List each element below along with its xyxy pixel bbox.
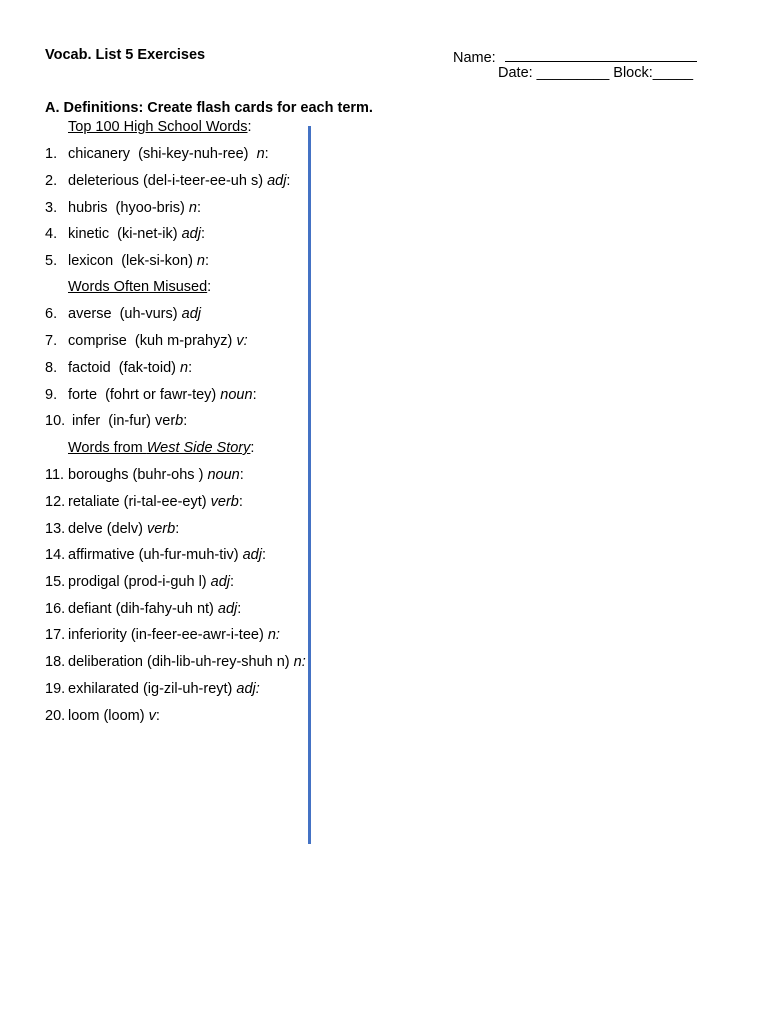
vocab-item-colon: : (238, 494, 243, 510)
vocab-item (45, 521, 179, 537)
vocab-item-term: boroughs (buhr-ohs ) (68, 467, 208, 483)
vocab-item-colon: : (183, 413, 188, 429)
vocab-item (45, 708, 160, 724)
vocab-item (45, 306, 201, 322)
vocab-item-part-of-speech: adj (267, 173, 287, 189)
vocab-item-colon: : (188, 360, 193, 376)
vocab-item-number: 7. (45, 333, 58, 349)
vocab-item-term: kinetic (ki-net-ik) (68, 226, 182, 242)
vocab-item-number: 14. (45, 547, 66, 563)
vocab-item-number: 13. (45, 521, 66, 537)
vocab-item-term: loom (loom) (68, 708, 149, 724)
name-field (453, 47, 697, 66)
vocab-item-number: 20. (45, 708, 66, 724)
vocab-item-number: 16. (45, 601, 66, 617)
vocab-item-part-of-speech: adj (217, 601, 238, 617)
vocab-item (45, 494, 243, 510)
vocab-item-term: deleterious (del-i-teer-ee-uh s) (68, 173, 268, 189)
vocab-item-part-of-speech: adj (181, 226, 201, 242)
vocab-item-term: hubris (hyoo-bris) (68, 200, 189, 216)
vocab-item-colon: : (175, 521, 180, 537)
vocab-item-term: factoid (fak-toid) (68, 360, 181, 376)
vocab-item (45, 601, 241, 617)
vocab-item-term: forte (fohrt or fawr-tey) (68, 387, 221, 403)
vocab-item-term: deliberation (dih-lib-uh-rey-shuh n) (68, 654, 294, 670)
vocab-item-part-of-speech: adj (181, 306, 201, 322)
vocab-item-number: 12. (45, 494, 66, 510)
vocab-item-term: averse (uh-vurs) (68, 306, 182, 322)
vocab-item-part-of-speech: verb (210, 494, 239, 510)
section-a-heading: A. Definitions: Create flash cards for each term. (45, 100, 373, 116)
vocab-item (45, 360, 192, 376)
vocab-item-number: 18. (45, 654, 66, 670)
vocab-item-colon: : (205, 253, 210, 269)
vocab-item-colon: : (286, 173, 291, 189)
vocab-item-term: defiant (dih-fahy-uh nt) (68, 601, 218, 617)
vocab-item-part-of-speech: n (180, 360, 189, 376)
vocab-item-number: 4. (45, 226, 58, 242)
vocab-item-part-of-speech: n (256, 146, 265, 162)
vocab-item-colon: : (155, 708, 160, 724)
subhead-colon: : (247, 119, 252, 135)
vocab-item (45, 200, 201, 216)
vocab-item-part-of-speech: b (175, 413, 184, 429)
vocab-item-number: 19. (45, 681, 66, 697)
vocab-item-part-of-speech: noun (220, 387, 253, 403)
vocab-item-colon: : (239, 467, 244, 483)
vocab-item-colon: : (264, 146, 269, 162)
vertical-divider-line (308, 126, 311, 844)
vocab-item-part-of-speech: v (148, 708, 156, 724)
name-blank (505, 47, 697, 62)
vocab-item-number: 17. (45, 627, 66, 643)
vocab-item-term: chicanery (shi-key-nuh-ree) (68, 146, 257, 162)
vocab-item (45, 681, 260, 697)
subhead-west-side-story (68, 440, 254, 456)
vocab-item (45, 253, 209, 269)
vocab-item-term: infer (in-fur) ver (68, 413, 176, 429)
name-label: Name: (453, 50, 496, 66)
vocab-item-number: 10. (45, 413, 66, 429)
vocab-item-term: prodigal (prod-i-guh l) (68, 574, 211, 590)
vocab-item-part-of-speech: adj (210, 574, 231, 590)
vocab-item (45, 627, 280, 643)
vocab-item (45, 467, 244, 483)
vocab-item-number: 3. (45, 200, 58, 216)
vocab-item-number: 15. (45, 574, 66, 590)
vocab-item (45, 146, 269, 162)
vocab-item-part-of-speech: n: (293, 654, 306, 670)
vocab-item-term: retaliate (ri-tal-ee-eyt) (68, 494, 211, 510)
vocab-item-colon: : (196, 200, 201, 216)
vocab-item (45, 654, 306, 670)
subhead-misused-text: Words Often Misused (68, 279, 208, 295)
vocab-item-number: 1. (45, 146, 58, 162)
vocab-item-term: comprise (kuh m-prahyz) (68, 333, 237, 349)
vocab-item (45, 413, 187, 429)
vocab-item-part-of-speech: v: (236, 333, 248, 349)
vocab-item-number: 11. (45, 467, 65, 483)
vocab-item-part-of-speech: n (188, 200, 197, 216)
vocab-item (45, 387, 257, 403)
vocab-item-number: 8. (45, 360, 58, 376)
subhead-top-100 (68, 119, 252, 135)
vocab-item-number: 9. (45, 387, 58, 403)
date-block-field: Date: _________ Block:_____ (498, 65, 694, 81)
vocab-item-colon: : (230, 574, 235, 590)
vocab-item-part-of-speech: n: (267, 627, 280, 643)
vocab-item-part-of-speech: adj (242, 547, 262, 563)
document-title: Vocab. List 5 Exercises (45, 47, 206, 63)
vocab-item (45, 574, 234, 590)
vocab-item-colon: : (237, 601, 242, 617)
subhead-wss-title: West Side Story (146, 440, 251, 456)
vocab-item-part-of-speech: n (196, 253, 205, 269)
vocab-item (45, 173, 290, 189)
vocab-item-number: 6. (45, 306, 58, 322)
vocab-item-term: affirmative (uh-fur-muh-tiv) (68, 547, 243, 563)
vocab-item-colon: : (200, 226, 205, 242)
vocab-item (45, 547, 266, 563)
vocab-item-term: delve (delv) (68, 521, 147, 537)
vocab-item (45, 333, 248, 349)
vocab-item-part-of-speech: verb (146, 521, 176, 537)
subhead-often-misused (68, 279, 211, 295)
vocab-item-part-of-speech: noun (207, 467, 240, 483)
vocab-item-number: 2. (45, 173, 58, 189)
vocab-item (45, 226, 205, 242)
vocab-item-term: lexicon (lek-si-kon) (68, 253, 197, 269)
subhead-colon: : (207, 279, 212, 295)
subhead-wss-prefix: Words from (68, 440, 147, 456)
vocab-item-number: 5. (45, 253, 58, 269)
vocab-item-colon: : (261, 547, 266, 563)
vocab-item-term: inferiority (in-feer-ee-awr-i-tee) (68, 627, 268, 643)
subhead-colon: : (250, 440, 255, 456)
vocab-item-term: exhilarated (ig-zil-uh-reyt) (68, 681, 237, 697)
vocab-item-colon: : (252, 387, 257, 403)
subhead-top-100-text: Top 100 High School Words (68, 119, 248, 135)
vocab-item-part-of-speech: adj: (236, 681, 260, 697)
